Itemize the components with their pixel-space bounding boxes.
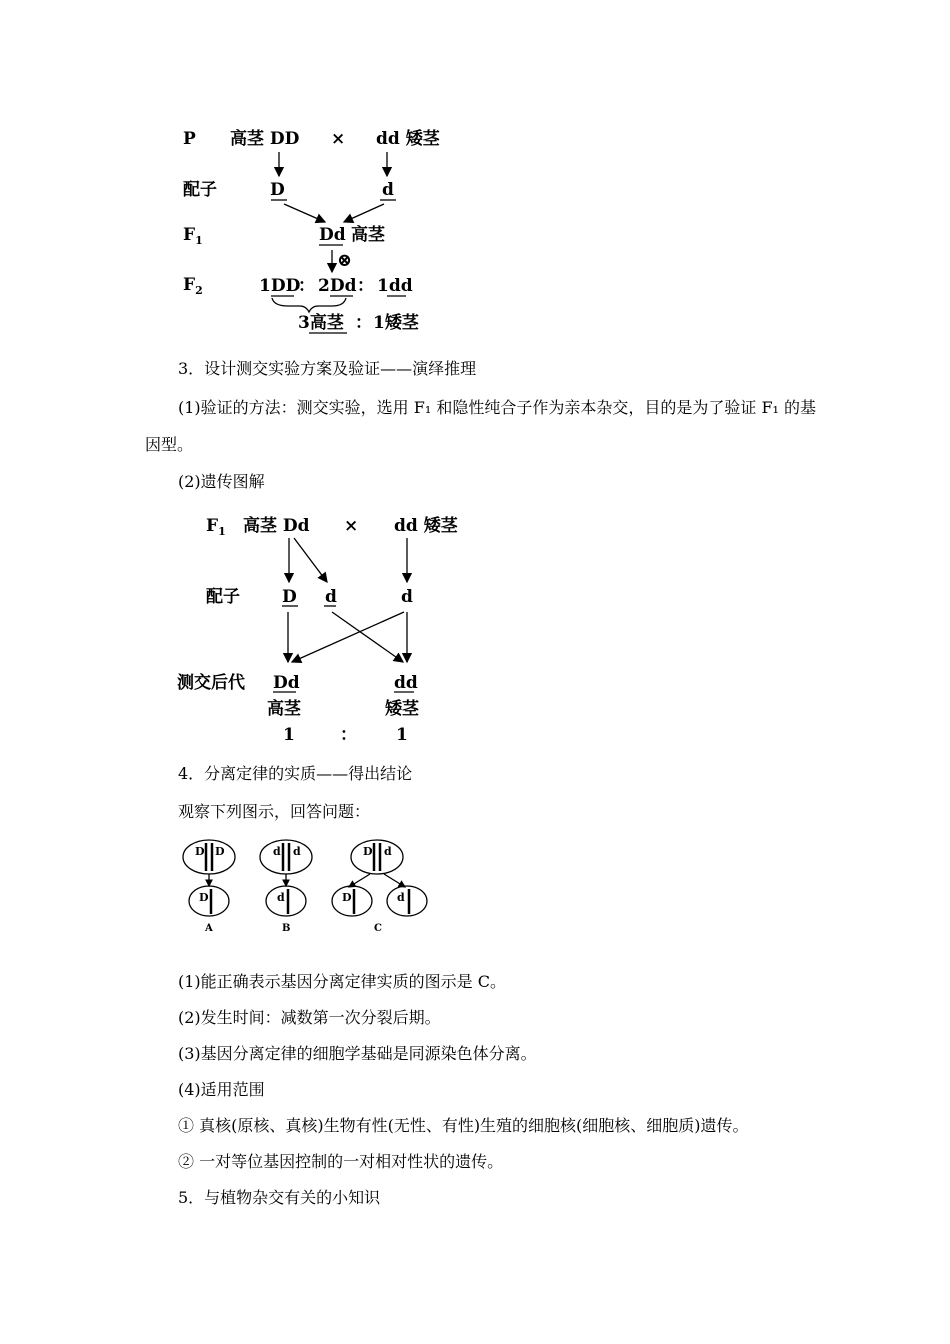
tc-offspring-1: Dd [273,673,300,693]
section-3-heading: 3．设计测交实验方案及验证——演绎推理 [178,359,477,378]
f1-label: $F_1$ [183,225,203,247]
tc-f1-label: $F_1$ [206,516,226,538]
section-4-heading: 4．分离定律的实质——得出结论 [178,764,413,783]
tc-cross-symbol: × [344,516,359,536]
answer-4-item-2: ② 一对等位基因控制的一对相对性状的遗传。 [178,1152,504,1171]
gamete-right: d [382,180,394,200]
tc-gametes-label: 配子 [206,587,240,607]
tc-gamete-d-small: d [325,587,337,607]
tc-ratio-colon: ： [340,725,357,745]
cell-c-bottom-right: d [397,891,405,904]
gamete-left: D [270,180,285,200]
cell-b-caption: B [282,923,291,934]
gametes-label: 配子 [183,180,217,200]
tc-parent-left: 高茎 Dd [243,516,310,536]
tc-ratio-2: 1 [396,725,408,745]
selfing-symbol: ⊗ [337,250,353,271]
section-5-heading: 5．与植物杂交有关的小知识 [178,1188,381,1207]
f2-label: $F_2$ [183,275,203,297]
answer-1: (1)能正确表示基因分离定律实质的图示是 C。 [178,972,506,991]
verification-method-line-1: (1)验证的方法：测交实验，选用 F₁ 和隐性纯合子作为亲本杂交，目的是为了验证 F₁ 的基 [178,398,817,417]
p-label: P [183,129,196,149]
tc-offspring-label: 测交后代 [177,673,245,693]
answer-3: (3)基因分离定律的细胞学基础是同源染色体分离。 [178,1044,537,1063]
parent-right: dd 矮茎 [376,129,440,149]
tc-ratio-1: 1 [283,725,295,745]
f2-dd-count: 1DD [259,276,301,296]
f2-colon-2: ： [357,276,374,296]
answer-2: (2)发生时间：减数第一次分裂后期。 [178,1008,441,1027]
ratio-colon: ： [355,313,372,333]
cell-a-top-right: D [215,845,225,858]
cell-b-top-left: d [273,845,281,858]
f2-dwarf-count: 1dd [377,276,413,296]
cell-c-caption: C [374,923,382,934]
f1-genotype: Dd [319,225,346,245]
cell-b-bottom: d [277,891,285,904]
tc-gamete-d-big: D [282,587,297,607]
verification-method-line-2: 因型。 [145,435,194,454]
cell-b-top-right: d [293,845,301,858]
ratio-tall: 3高茎 [298,313,344,333]
cell-c-top-right: d [384,845,392,858]
tc-parent-right: dd 矮茎 [394,516,458,536]
cell-a-top-left: D [195,845,205,858]
answer-4-item-1: ① 真核(原核、真核)生物有性(无性、有性)生殖的细胞核(细胞核、细胞质)遗传。 [178,1116,749,1135]
answer-4: (4)适用范围 [178,1080,265,1099]
parent-left: 高茎 DD [230,129,300,149]
tc-offspring-1-phenotype: 高茎 [267,699,301,719]
cell-a-caption: A [205,923,213,934]
cell-c-bottom-left: D [342,891,352,904]
cross-symbol: × [331,129,346,149]
genetic-diagram-heading: (2)遗传图解 [178,472,265,491]
tc-offspring-2-phenotype: 矮茎 [385,699,419,719]
observe-intro: 观察下列图示，回答问题： [178,802,371,821]
f1-phenotype: 高茎 [351,225,385,245]
cell-a-bottom: D [199,891,209,904]
cell-c-top-left: D [363,845,373,858]
f2-ddh-count: 2Dd [318,276,357,296]
ratio-dwarf: 1矮茎 [373,313,419,333]
tc-gamete-d-right: d [401,587,413,607]
f2-colon-1: ： [298,276,315,296]
tc-offspring-2: dd [394,673,418,693]
